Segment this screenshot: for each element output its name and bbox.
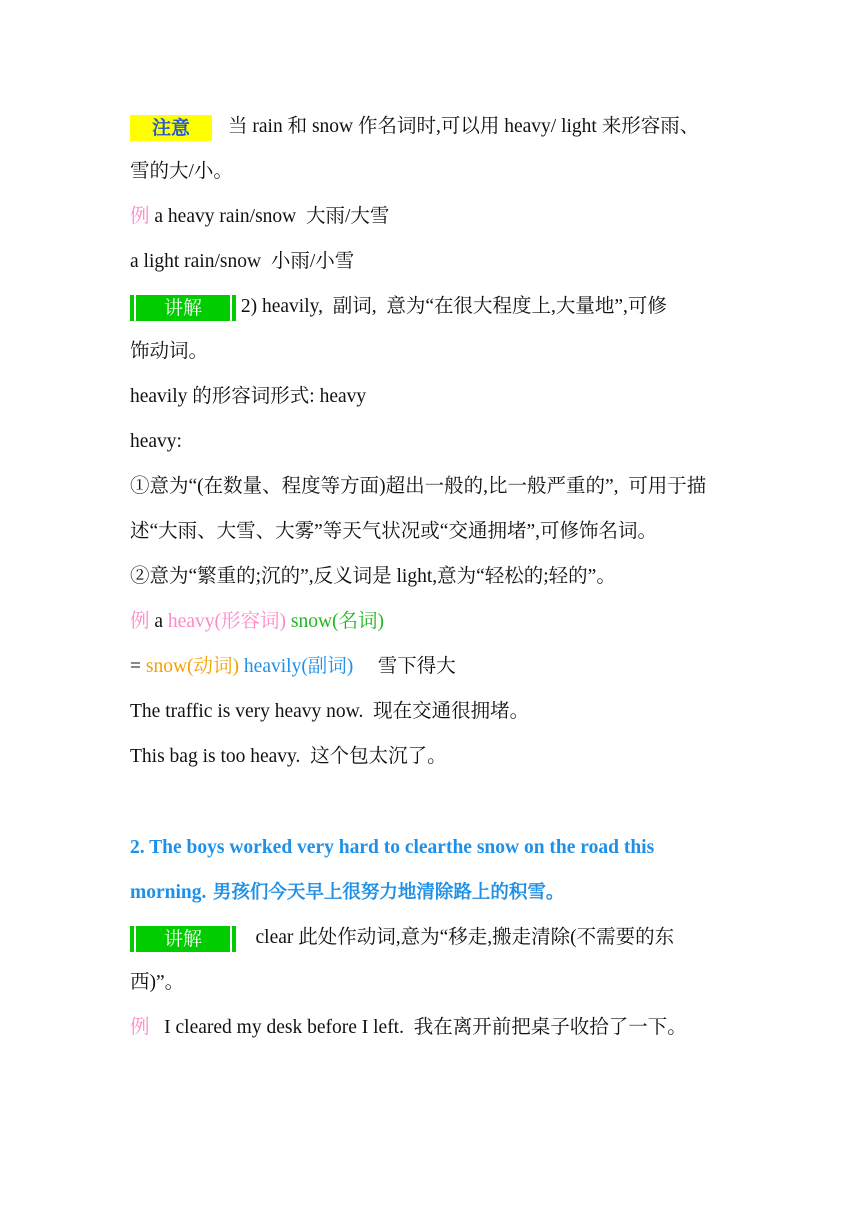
heading2-text-2-zh: 男孩们今天早上很努力地清除路上的积雪。 [206,882,565,903]
sentence2-line [130,742,447,772]
explain2-line-2 [130,968,184,998]
explain1-text-1: 2) heavily, 副词, 意为“在很大程度上,大量地”,可修 [236,296,667,317]
heavy-label-text: heavy: [130,431,182,452]
example2b-eq: = [130,656,146,677]
note-text-1: 当 rain 和 snow 作名词时,可以用 heavy/ light 来形容雨、 [228,116,700,137]
explain1-line-2 [130,337,208,367]
example2b-snow: snow(动词) [145,656,240,677]
example2-snow: snow(名词) [285,611,385,632]
note-line-1 [130,112,699,142]
example2-line [130,607,384,637]
example1b-line [130,247,354,277]
heavily-form-line [130,382,366,412]
example2-heavy: heavy(形容词) [167,611,286,632]
explain2-text-2: 西)”。 [130,972,185,993]
heavily-form-text: heavily 的形容词形式: heavy [130,386,367,407]
sentence2-text: This bag is too heavy. 这个包太沉了。 [130,746,447,767]
heading2-text-2-en: morning. [130,882,207,903]
sentence1-line [130,697,529,727]
heavy-label-line [130,427,182,457]
example-marker: 例 [130,206,150,227]
example3-line [130,1013,687,1043]
explain-tag: 讲解 [130,295,236,321]
heading2-line-1 [130,833,654,863]
example2-a: a [149,611,168,632]
example2b-heavily: heavily(副词) [239,656,354,677]
example1b-text: a light rain/snow 小雨/小雪 [130,251,355,272]
meaning1-text-1: ①意为“(在数量、程度等方面)超出一般的,比一般严重的”, 可用于描 [130,476,707,497]
example2b-meaning: 雪下得大 [353,656,456,677]
explain2-text-1: clear 此处作动词,意为“移走,搬走清除(不需要的东 [236,927,675,948]
sentence1-text: The traffic is very heavy now. 现在交通很拥堵。 [130,701,530,722]
example2b-line [130,652,456,682]
example1-line [130,202,389,232]
example-marker: 例 [130,1017,150,1038]
heading2-line-2 [130,878,564,908]
explain1-line-1 [130,292,667,322]
example-marker: 例 [130,611,150,632]
explain2-line-1 [130,923,674,953]
meaning1-text-2: 述“大雨、大雪、大雾”等天气状况或“交通拥堵”,可修饰名词。 [130,521,657,542]
heading2-text-1: 2. The boys worked very hard to clearthe snow on the road this [130,837,655,858]
meaning2-text: ②意为“繁重的;沉的”,反义词是 light,意为“轻松的;轻的”。 [130,566,616,587]
example3-text: I cleared my desk before I left. 我在离开前把桌子收拾了一下。 [149,1017,687,1038]
meaning2-line [130,562,616,592]
meaning1-line-2 [130,517,657,547]
explain1-text-2: 饰动词。 [130,341,209,362]
note-line-2 [130,157,233,187]
example1-text: a heavy rain/snow 大雨/大雪 [149,206,390,227]
explain-tag: 讲解 [130,926,236,952]
note-tag: 注意 [130,115,212,141]
note-text-2: 雪的大/小。 [130,161,233,182]
meaning1-line-1 [130,472,706,502]
